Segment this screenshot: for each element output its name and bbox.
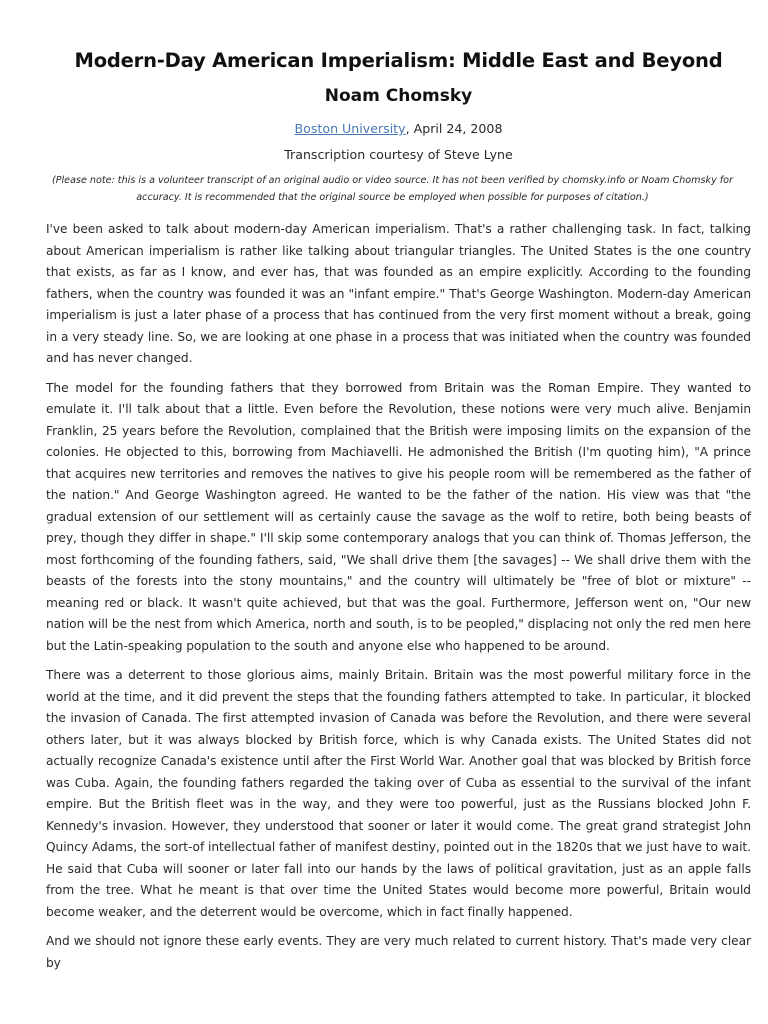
- paragraph: The model for the founding fathers that they borrowed from Britain was the Roman Empire. They wanted to emulate it. I'll talk about that a little. Even before the Revolution, these notions were very much alive. Benjamin Franklin, 25 years before the Revolution, complained that the British were imposing limits on the expansion of the colonies. He objected to this, borrowing from Machiavelli. He admonished the British (I'm quoting him), "A prince that acquires new territories and removes the natives to give his people room will be remembered as the father of the nation." And George Washington agreed. He wanted to be the father of the nation. His view was that "the gradual extension of our settlement will as certainly cause the savage as the wolf to retire, both being beasts of prey, though they differ in shape." I'll skip some contemporary analogs that you can think of. Thomas Jefferson, the most forthcoming of the founding fathers, said, "We shall drive them [the savages] -- We shall drive them with the beasts of the forests into the stony mountains," and the country will ultimately be "free of blot or mixture" -- meaning red or black. It wasn't quite achieved, but that was the goal. Furthermore, Jefferson went on, "Our new nation will be the nest from which America, north and south, is to be peopled," displacing not only the red men here but the Latin-speaking population to the south and anyone else who happened to be around.: [46, 380, 751, 653]
- source-date: , April 24, 2008: [405, 121, 503, 136]
- source-line: [46, 120, 751, 138]
- paragraph: I've been asked to talk about modern-day American imperialism. That's a rather challenging task. In fact, talking about American imperialism is rather like talking about triangular triangles. The United States is the one country that exists, as far as I know, and ever has, that was founded as an empire explicitly. According to the founding fathers, when the country was founded it was an "infant empire." That's George Washington. Modern-day American imperialism is just a later phase of a process that has continued from the very first moment without a break, going in a very steady line. So, we are looking at one phase in a process that was initiated when the country was founded and has never changed.: [46, 222, 751, 365]
- page-title: Modern-Day American Imperialism: Middle East and Beyond: [74, 49, 723, 72]
- author-name: Noam Chomsky: [324, 86, 473, 106]
- paragraph: There was a deterrent to those glorious aims, mainly Britain. Britain was the most powerful military force in the world at the time, and it did prevent the steps that the founding fathers attempted to take. In particular, it blocked the invasion of Canada. The first attempted invasion of Canada was before the Revolution, and there were several others later, but it was always blocked by British force, which is why Canada exists. The United States did not actually recognize Canada's existence until after the First World War. Another goal that was blocked by British force was Cuba. Again, the founding fathers regarded the taking over of Cuba as essential to the survival of the infant empire. But the British fleet was in the way, and they were too powerful, just as the Russians blocked John F. Kennedy's invasion. However, they understood that sooner or later it would come. The great grand strategist John Quincy Adams, the sort-of intellectual father of manifest destiny, pointed out in the 1820s that we just have to wait. He said that Cuba will sooner or later fall into our hands by the laws of political gravitation, just as an apple falls from the tree. What he meant is that over time the United States would become more powerful, Britain would become weaker, and the deterrent would be overcome, which in fact finally happened.: [46, 668, 751, 919]
- transcription-credit: Transcription courtesy of Steve Lyne: [284, 147, 513, 162]
- source-link[interactable]: Boston University: [294, 121, 406, 136]
- disclaimer-note: (Please note: this is a volunteer transcript of an original audio or video source. It has not been verified by chomsky.info or Noam Chomsky for accuracy. It is recommended that the original source be employed when possible for purposes of citation.): [51, 175, 733, 203]
- article-body: [46, 219, 751, 974]
- paragraph: And we should not ignore these early events. They are very much related to current history. That's made very clear by: [46, 934, 751, 970]
